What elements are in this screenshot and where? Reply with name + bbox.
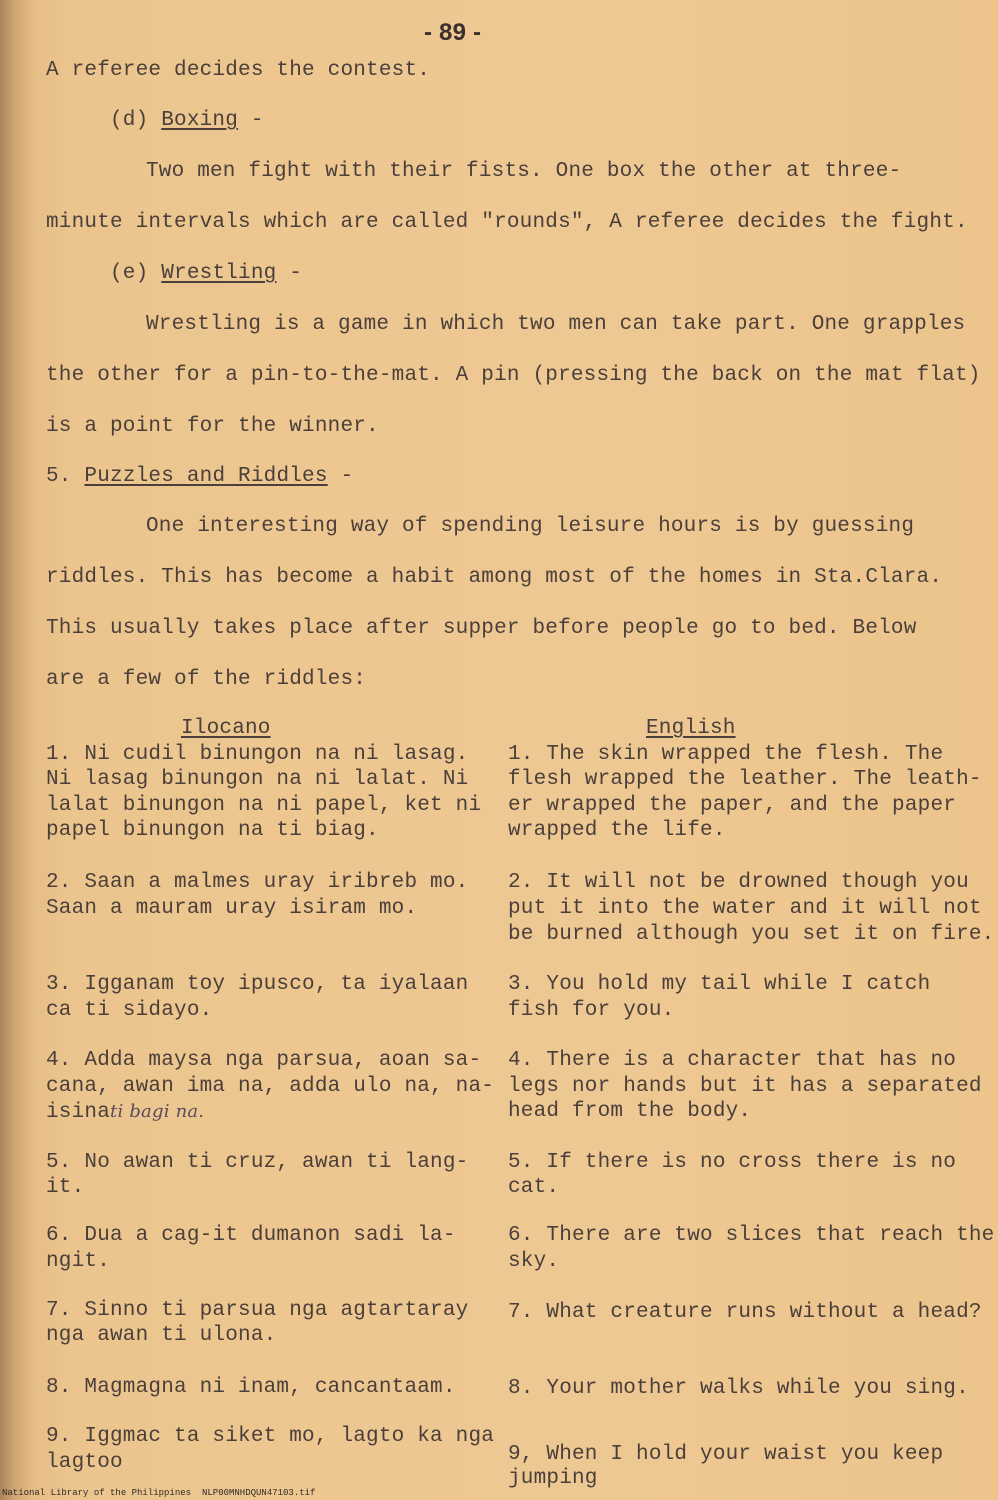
english-riddle-line: be burned although you set it on fire. [508, 923, 995, 946]
body-line: This usually takes place after supper before people go to bed. Below [46, 617, 917, 640]
ilocano-riddle-fragment: isina [46, 1101, 111, 1124]
ilocano-riddle-line: Saan a mauram uray isiram mo. [46, 897, 418, 920]
section-heading-boxing [110, 108, 264, 134]
english-riddle-line: er wrapped the paper, and the paper [508, 794, 957, 817]
ilocano-riddle-line: 6. Dua a cag-it dumanon sadi la- [46, 1224, 456, 1247]
section-heading-puzzles [46, 464, 353, 490]
body-line: Two men fight with their fists. One box the other at three- [146, 160, 902, 183]
section-dash: - [289, 262, 303, 285]
handwritten-note: ti bagi na. [110, 1101, 205, 1122]
ilocano-riddle-line: nga awan ti ulona. [46, 1324, 277, 1347]
ilocano-riddle-line [46, 1099, 204, 1126]
english-riddle-line: 6. There are two slices that reach the [508, 1224, 995, 1247]
english-riddle-line: jumping [508, 1467, 598, 1490]
ilocano-riddle-line: 3. Igganam toy ipusco, ta iyalaan [46, 973, 469, 996]
ilocano-riddle-line: ngit. [46, 1250, 111, 1273]
english-riddle-line: 3. You hold my tail while I catch [508, 973, 931, 996]
english-riddle-line: 1. The skin wrapped the flesh. The [508, 743, 944, 766]
section-dash: - [250, 109, 264, 132]
ilocano-riddle-line: 8. Magmagna ni inam, cancantaam. [46, 1376, 456, 1399]
footer-library-name: National Library of the Philippines [2, 1488, 192, 1498]
section-number: 5. [46, 465, 72, 488]
ilocano-riddle-line: Ni lasag binungon na ni lalat. Ni [46, 768, 469, 791]
english-riddle-line: 9, When I hold your waist you keep [508, 1443, 944, 1466]
english-riddle-line: 2. It will not be drowned though you [508, 871, 969, 894]
page-number: - 89 - [424, 19, 482, 46]
english-riddle-line: 5. If there is no cross there is no [508, 1151, 957, 1174]
ilocano-riddle-line: 2. Saan a malmes uray iribreb mo. [46, 871, 469, 894]
body-line: A referee decides the contest. [46, 59, 431, 82]
ilocano-riddle-line: cana, awan ima na, adda ulo na, na- [46, 1075, 495, 1098]
section-title: Wrestling [161, 262, 277, 285]
english-riddle-line: 8. Your mother walks while you sing. [508, 1377, 969, 1400]
column-header-ilocano: Ilocano [181, 717, 271, 740]
body-line: minute intervals which are called "rounds", A referee decides the fight. [46, 211, 968, 234]
ilocano-riddle-line: 4. Adda maysa nga parsua, aoan sa- [46, 1049, 482, 1072]
column-header-english: English [646, 717, 736, 740]
section-title: Puzzles and Riddles [84, 465, 328, 488]
ilocano-riddle-line: lalat binungon na ni papel, ket ni [46, 794, 482, 817]
ilocano-riddle-line: 9. Iggmac ta siket mo, lagto ka nga [46, 1425, 495, 1448]
english-riddle-line: flesh wrapped the leather. The leath- [508, 768, 982, 791]
body-line: Wrestling is a game in which two men can take part. One grapples [146, 313, 966, 336]
section-label: (d) [110, 109, 149, 132]
footer-file-id: NLP00MNHDQUN47103.tif [202, 1488, 316, 1498]
english-riddle-line: cat. [508, 1176, 560, 1199]
english-riddle-line: legs nor hands but it has a separated [508, 1075, 982, 1098]
body-line: One interesting way of spending leisure hours is by guessing [146, 515, 915, 538]
body-line: the other for a pin-to-the-mat. A pin (pressing the back on the mat flat) [46, 364, 981, 387]
section-dash: - [340, 465, 354, 488]
section-label: (e) [110, 262, 149, 285]
ilocano-riddle-line: 5. No awan ti cruz, awan ti lang- [46, 1151, 469, 1174]
body-line: are a few of the riddles: [46, 668, 367, 691]
body-line: is a point for the winner. [46, 415, 379, 438]
english-riddle-line: fish for you. [508, 999, 675, 1022]
english-riddle-line: put it into the water and it will not [508, 897, 982, 920]
ilocano-riddle-line: 1. Ni cudil binungon na ni lasag. [46, 743, 469, 766]
english-riddle-line: 7. What creature runs without a head? [508, 1301, 982, 1324]
ilocano-riddle-line: it. [46, 1176, 85, 1199]
english-riddle-line: 4. There is a character that has no [508, 1049, 957, 1072]
ilocano-riddle-line: papel binungon na ti biag. [46, 819, 379, 842]
body-line: riddles. This has become a habit among most of the homes in Sta.Clara. [46, 566, 943, 589]
ilocano-riddle-line: lagtoo [46, 1451, 123, 1474]
section-title: Boxing [161, 109, 239, 132]
ilocano-riddle-line: 7. Sinno ti parsua nga agtartaray [46, 1299, 469, 1322]
section-heading-wrestling [110, 261, 302, 287]
ilocano-riddle-line: ca ti sidayo. [46, 999, 213, 1022]
english-riddle-line: head from the body. [508, 1100, 752, 1123]
english-riddle-line: sky. [508, 1250, 560, 1273]
english-riddle-line: wrapped the life. [508, 819, 726, 842]
